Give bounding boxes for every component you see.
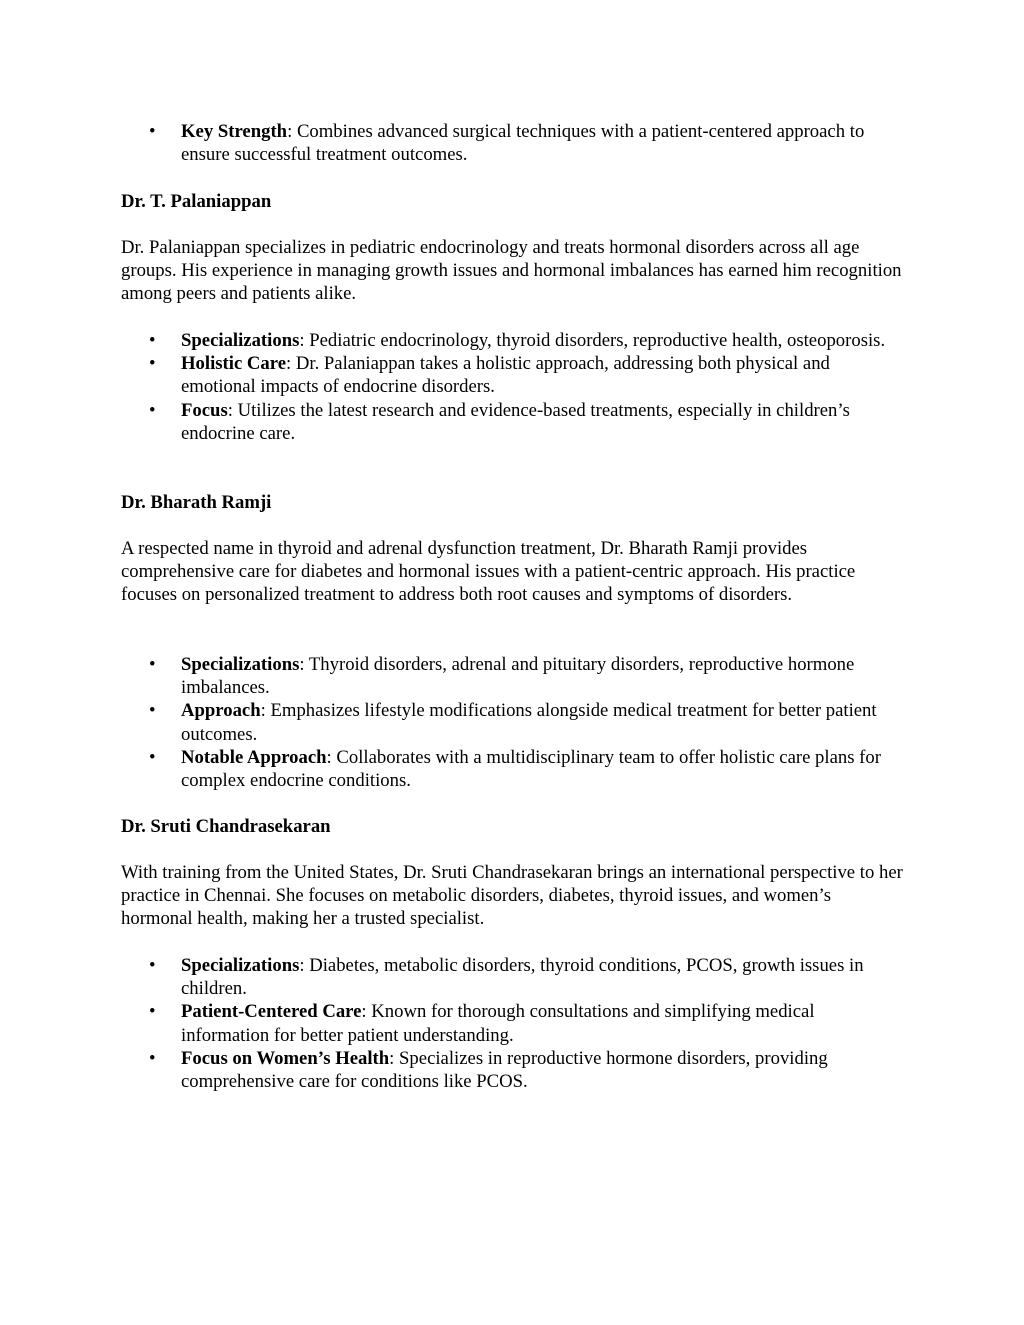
bullet-dot-icon: •	[149, 399, 156, 421]
list-item	[0, 954, 906, 1000]
bullet-dot-icon: •	[149, 353, 156, 375]
bullet-term: Approach	[181, 700, 261, 722]
doctor-bullet-list	[0, 329, 1024, 445]
bullet-text: : Diabetes, metabolic disorders, thyroid conditions, PCOS, growth issues in children.	[181, 955, 864, 1000]
doctor-heading: Dr. T. Palaniappan	[121, 191, 272, 212]
doctor-description: A respected name in thyroid and adrenal dysfunction treatment, Dr. Bharath Ramji provides comprehensive care for diabetes and hormonal issues with a patient-centric approach. His practice focuses on personalized treatment to address both root causes and symptoms of disorders.	[121, 538, 856, 606]
bullet-dot-icon: •	[149, 121, 156, 142]
list-item	[0, 399, 906, 445]
doctor-description: With training from the United States, Dr. Sruti Chandrasekaran brings an international perspective to her practice in Chennai. She focuses on metabolic disorders, diabetes, thyroid issues, and women’s hormonal health, making her a trusted specialist.	[121, 862, 903, 930]
bullet-term: Specializations	[181, 955, 300, 976]
list-item	[0, 653, 906, 699]
bullet-text: : Collaborates with a multidisciplinary team to offer holistic care plans for complex endocrine conditions.	[181, 746, 881, 792]
bullet-text: : Specializes in reproductive hormone disorders, providing comprehensive care for conditions like PCOS.	[181, 1047, 828, 1093]
bullet-term: Key Strength	[181, 121, 288, 142]
doctor-heading: Dr. Bharath Ramji	[121, 492, 272, 513]
key-strength-list	[0, 120, 1024, 166]
bullet-term: Patient-Centered Care	[181, 1001, 362, 1023]
list-item	[0, 352, 906, 398]
bullet-text: : Emphasizes lifestyle modifications alongside medical treatment for better patient outcomes.	[181, 700, 877, 745]
doctor-bullet-list	[0, 653, 1024, 792]
list-item	[0, 329, 906, 352]
doctor-bullet-list	[0, 954, 1024, 1093]
bullet-text: : Pediatric endocrinology, thyroid disorders, reproductive health, osteoporosis.	[299, 330, 886, 351]
bullet-text: : Known for thorough consultations and simplifying medical information for better patient understanding.	[181, 1001, 815, 1046]
bullet-dot-icon: •	[149, 700, 156, 722]
bullet-term: Holistic Care	[181, 353, 287, 375]
bullet-term: Notable Approach	[181, 746, 327, 768]
bullet-term: Focus	[181, 399, 228, 421]
bullet-dot-icon: •	[149, 746, 156, 768]
doctor-heading: Dr. Sruti Chandrasekaran	[121, 816, 331, 837]
bullet-text: : Dr. Palaniappan takes a holistic approach, addressing both physical and emotional impacts of endocrine disorders.	[181, 353, 830, 398]
bullet-dot-icon: •	[149, 330, 156, 351]
bullet-dot-icon: •	[149, 654, 156, 675]
list-item	[0, 120, 906, 166]
list-item	[0, 746, 906, 792]
bullet-term: Specializations	[181, 654, 300, 675]
list-item	[0, 699, 906, 745]
list-item	[0, 1047, 906, 1093]
bullet-dot-icon: •	[149, 1001, 156, 1023]
doctor-description: Dr. Palaniappan specializes in pediatric endocrinology and treats hormonal disorders across all age groups. His experience in managing growth issues and hormonal imbalances has earned him recognition among peers and patients alike.	[121, 237, 902, 305]
bullet-text: : Combines advanced surgical techniques with a patient-centered approach to ensure successful treatment outcomes.	[181, 121, 865, 166]
bullet-text: : Utilizes the latest research and evidence-based treatments, especially in children’s endocrine care.	[181, 399, 850, 444]
bullet-term: Focus on Women’s Health	[181, 1047, 390, 1069]
bullet-dot-icon: •	[149, 1047, 156, 1069]
bullet-text: : Thyroid disorders, adrenal and pituitary disorders, reproductive hormone imbalances.	[181, 654, 855, 699]
bullet-term: Specializations	[181, 330, 300, 351]
list-item	[0, 1000, 906, 1046]
bullet-dot-icon: •	[149, 955, 156, 976]
